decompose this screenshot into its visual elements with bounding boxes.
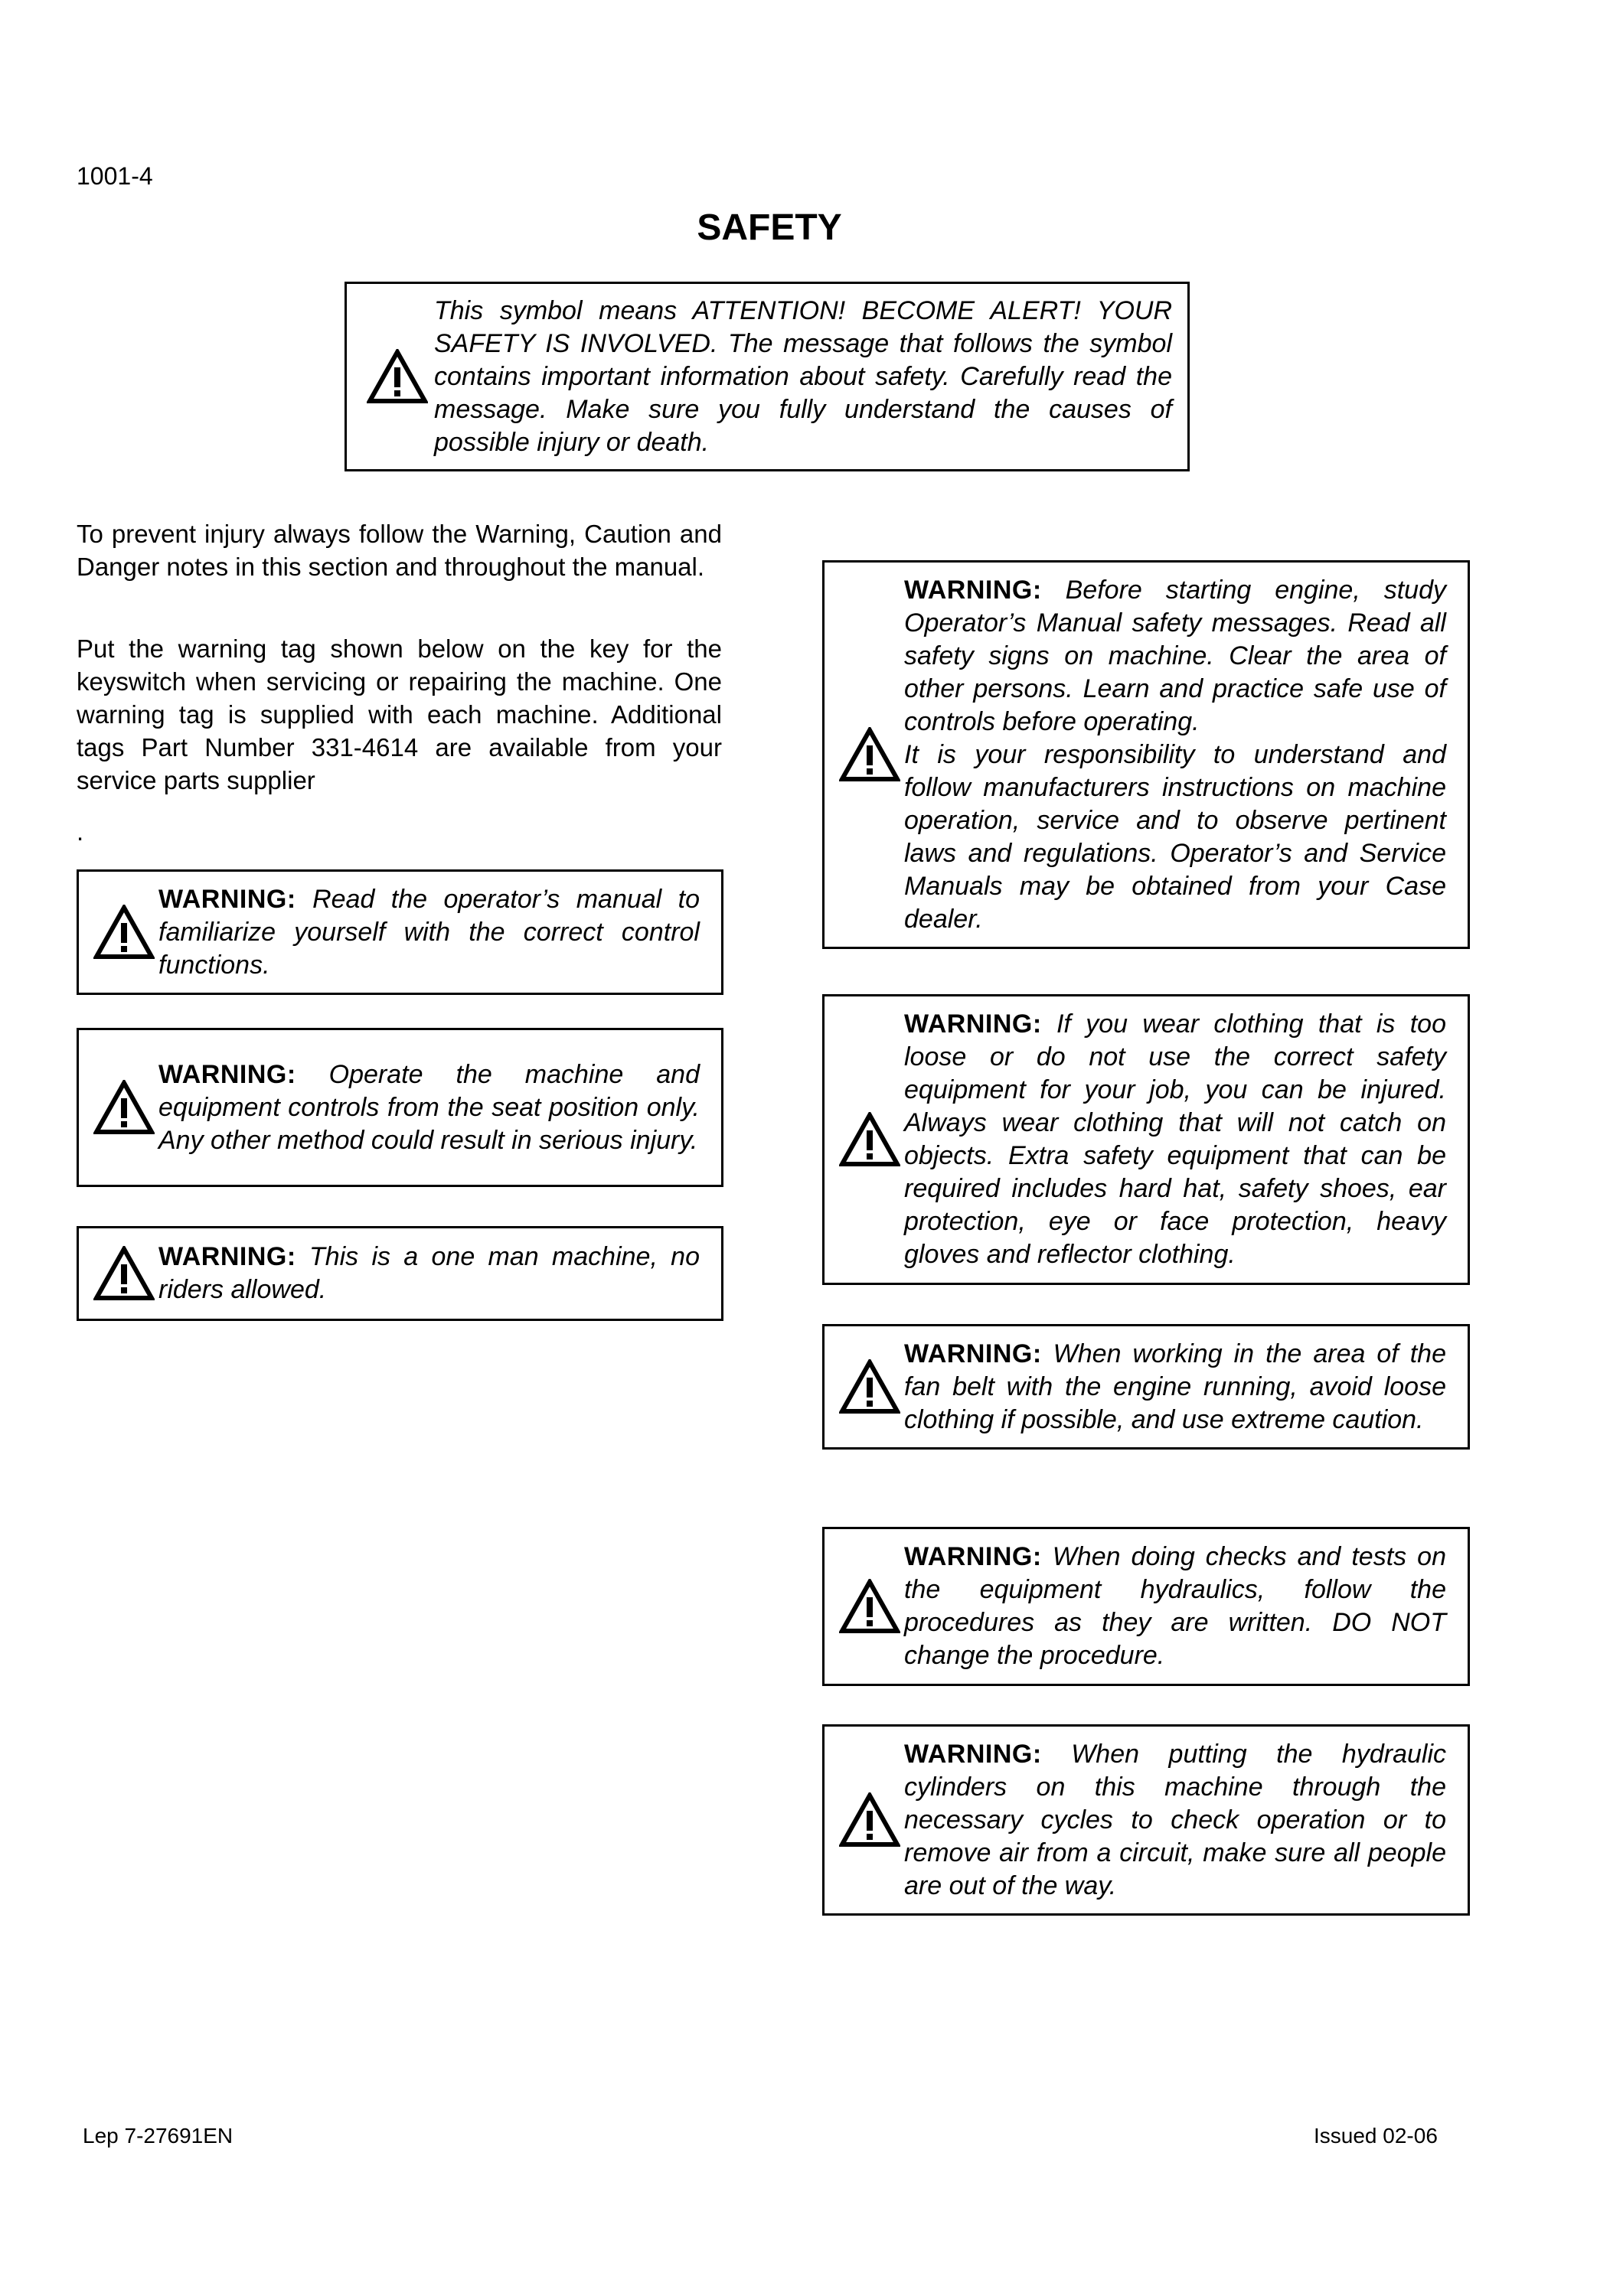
- warning-text: [904, 1541, 1446, 1672]
- warning-triangle-icon: [835, 1359, 904, 1414]
- warning-text: [904, 574, 1446, 936]
- warning-body: When doing checks and tests on the equipment hydraulics, follow the procedures as they are written. DO NOT change the procedure.: [904, 1542, 1446, 1670]
- warning-tag-paragraph: Put the warning tag shown below on the key for the keyswitch when servicing or repairing the machine. One warning tag is supplied with each machine. Additional tags Part Number 331-4614 are available from your service parts supplier: [77, 634, 722, 794]
- warning-text: [158, 883, 700, 982]
- warning-box: [822, 1724, 1470, 1916]
- warning-body: If you wear clothing that is too loose or do not use the correct safety equipment for your job, you can be injured. Always wear clothing that will not catch on objects. Extra safety equipment that can be required includes hard hat, safety shoes, ear protection, eye or face protection, heavy gloves and reflector clothing.: [904, 1009, 1446, 1269]
- warning-label: WARNING:: [904, 1009, 1042, 1039]
- stray-period: .: [77, 817, 84, 846]
- warning-box: [822, 994, 1470, 1285]
- warning-triangle-icon: [90, 1080, 158, 1135]
- warning-body-continued: It is your responsibility to understand and follow manufacturers instructions on machine operation, service and to observe pertinent laws and regulations. Operator’s and Service Manuals may be obtained from your Case dealer.: [904, 739, 1446, 934]
- warning-triangle-icon: [835, 1792, 904, 1848]
- warning-box: [77, 1226, 723, 1321]
- warning-body: Operate the machine and equipment controls from the seat position only. Any other method could result in serious injury.: [158, 1059, 700, 1155]
- footer-issue-date: Issued 02-06: [1314, 2124, 1438, 2148]
- warning-triangle-icon: [90, 1246, 158, 1301]
- warning-box: [822, 560, 1470, 949]
- warning-triangle-icon: [835, 1112, 904, 1167]
- warning-label: WARNING:: [904, 1739, 1042, 1769]
- safety-symbol-text: This symbol means ATTENTION! BECOME ALERT! YOUR SAFETY IS INVOLVED. The message that follows the symbol contains important information about safety. Carefully read the message. Make sure you fully understand the causes of possible injury or death.: [434, 295, 1172, 457]
- footer-document-number: Lep 7-27691EN: [83, 2124, 233, 2148]
- warning-triangle-icon: [90, 905, 158, 960]
- warning-body: This is a one man machine, no riders allowed.: [158, 1242, 700, 1304]
- warning-text: [158, 1241, 700, 1306]
- page-number: 1001-4: [77, 162, 153, 190]
- warning-body: Before starting engine, study Operator’s Manual safety messages. Read all safety signs on machine. Clear the area of other persons. Learn and practice safe use of controls before operating.: [904, 575, 1446, 736]
- warning-box: [822, 1324, 1470, 1450]
- warning-label: WARNING:: [158, 884, 296, 914]
- warning-label: WARNING:: [904, 575, 1042, 605]
- warning-text: [904, 1738, 1446, 1903]
- warning-label: WARNING:: [158, 1242, 296, 1271]
- warning-body: When putting the hydraulic cylinders on this machine through the necessary cycles to check operation or to remove air from a circuit, make sure all people are out of the way.: [904, 1739, 1446, 1900]
- safety-symbol-box: [345, 282, 1190, 471]
- warning-label: WARNING:: [904, 1542, 1042, 1571]
- warning-text: [904, 1338, 1446, 1437]
- warning-triangle-icon: [835, 727, 904, 782]
- warning-label: WARNING:: [904, 1339, 1042, 1368]
- warning-triangle-icon: [361, 349, 434, 404]
- warning-body: Read the operator’s manual to familiarize yourself with the correct control functions.: [158, 884, 700, 980]
- warning-text: [904, 1008, 1446, 1271]
- warning-body: When working in the area of the fan belt with the engine running, avoid loose clothing if possible, and use extreme caution.: [904, 1339, 1446, 1434]
- page-title: SAFETY: [697, 207, 842, 248]
- warning-triangle-icon: [835, 1579, 904, 1634]
- warning-box: [77, 869, 723, 995]
- warning-text: [158, 1058, 700, 1157]
- warning-box: [822, 1527, 1470, 1686]
- warning-box: [77, 1028, 723, 1187]
- intro-paragraph: To prevent injury always follow the Warning, Caution and Danger notes in this section and throughout the manual.: [77, 520, 722, 581]
- warning-label: WARNING:: [158, 1059, 296, 1089]
